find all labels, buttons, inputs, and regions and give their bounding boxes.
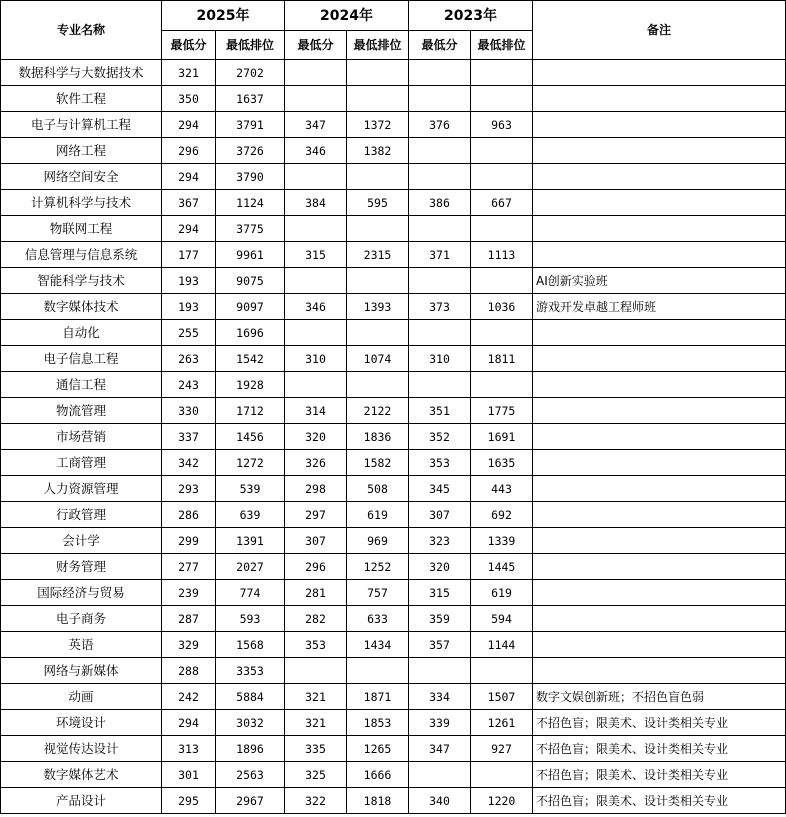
note-cell — [533, 216, 786, 242]
table-row — [1, 580, 786, 606]
major-name-cell: 网络工程 — [1, 138, 162, 164]
min-score-2025-cell: 337 — [162, 424, 216, 450]
min-score-2024-cell — [285, 216, 347, 242]
min-rank-2025-cell: 2967 — [216, 788, 285, 814]
table-row — [1, 216, 786, 242]
major-name-cell: 数字媒体艺术 — [1, 762, 162, 788]
min-score-2025-cell: 293 — [162, 476, 216, 502]
min-score-2024-cell: 325 — [285, 762, 347, 788]
min-rank-2024-cell: 1252 — [347, 554, 409, 580]
table-row — [1, 268, 786, 294]
min-rank-2025-cell: 9961 — [216, 242, 285, 268]
min-score-2024-cell: 315 — [285, 242, 347, 268]
min-rank-2023-cell — [471, 658, 533, 684]
min-rank-2025-cell: 3790 — [216, 164, 285, 190]
min-rank-2023-cell — [471, 60, 533, 86]
year-2024-header: 2024年 — [285, 1, 409, 31]
min-score-2025-cell: 288 — [162, 658, 216, 684]
table-row — [1, 138, 786, 164]
min-rank-2025-cell: 3791 — [216, 112, 285, 138]
min-score-2025-cell: 286 — [162, 502, 216, 528]
min-rank-2023-cell — [471, 268, 533, 294]
min-rank-2025-cell: 1272 — [216, 450, 285, 476]
min-rank-2024-cell — [347, 60, 409, 86]
major-name-cell: 电子与计算机工程 — [1, 112, 162, 138]
min-rank-2025-cell: 1124 — [216, 190, 285, 216]
min-rank-2025-cell: 3775 — [216, 216, 285, 242]
min-score-2024-cell: 281 — [285, 580, 347, 606]
major-name-cell: 网络空间安全 — [1, 164, 162, 190]
note-cell — [533, 112, 786, 138]
min-score-2024-cell: 321 — [285, 684, 347, 710]
min-score-2023-cell — [409, 60, 471, 86]
min-score-2023-cell — [409, 164, 471, 190]
note-cell: AI创新实验班 — [533, 268, 786, 294]
min-rank-2024-cell: 1818 — [347, 788, 409, 814]
min-rank-2025-cell: 5884 — [216, 684, 285, 710]
major-name-cell: 环境设计 — [1, 710, 162, 736]
table-row — [1, 112, 786, 138]
min-score-2024-cell — [285, 372, 347, 398]
min-score-2025-cell: 255 — [162, 320, 216, 346]
min-score-2023-cell: 353 — [409, 450, 471, 476]
year-2023-header: 2023年 — [409, 1, 533, 31]
min-score-2023-cell: 320 — [409, 554, 471, 580]
table-row — [1, 476, 786, 502]
major-name-cell: 计算机科学与技术 — [1, 190, 162, 216]
min-score-2025-cell: 329 — [162, 632, 216, 658]
note-cell — [533, 658, 786, 684]
min-score-2024-cell: 307 — [285, 528, 347, 554]
min-score-2024-cell — [285, 86, 347, 112]
min-rank-2024-cell: 633 — [347, 606, 409, 632]
major-name-cell: 视觉传达设计 — [1, 736, 162, 762]
min-rank-2025-cell: 2702 — [216, 60, 285, 86]
min-rank-2023-cell: 1113 — [471, 242, 533, 268]
min-rank-2025-cell: 9097 — [216, 294, 285, 320]
min-rank-2024-cell: 1265 — [347, 736, 409, 762]
note-cell: 不招色盲；限美术、设计类相关专业 — [533, 788, 786, 814]
min-rank-2025-cell: 593 — [216, 606, 285, 632]
min-rank-2023-cell: 1775 — [471, 398, 533, 424]
note-cell — [533, 242, 786, 268]
note-cell — [533, 86, 786, 112]
min-score-2023-cell: 345 — [409, 476, 471, 502]
min-rank-2025-cell: 1896 — [216, 736, 285, 762]
min-score-header-2025: 最低分 — [162, 31, 216, 60]
min-rank-2025-cell: 2563 — [216, 762, 285, 788]
major-name-cell: 自动化 — [1, 320, 162, 346]
major-name-cell: 会计学 — [1, 528, 162, 554]
min-rank-2023-cell: 963 — [471, 112, 533, 138]
major-name-cell: 财务管理 — [1, 554, 162, 580]
min-score-2023-cell: 334 — [409, 684, 471, 710]
min-rank-2025-cell: 774 — [216, 580, 285, 606]
min-rank-2023-cell: 1635 — [471, 450, 533, 476]
min-rank-2023-cell: 1261 — [471, 710, 533, 736]
major-name-cell: 智能科学与技术 — [1, 268, 162, 294]
min-score-header-2024: 最低分 — [285, 31, 347, 60]
min-score-2024-cell: 326 — [285, 450, 347, 476]
min-score-2023-cell: 323 — [409, 528, 471, 554]
min-rank-2024-cell: 1074 — [347, 346, 409, 372]
note-cell: 不招色盲；限美术、设计类相关专业 — [533, 736, 786, 762]
min-rank-2024-cell — [347, 268, 409, 294]
min-rank-2025-cell: 1637 — [216, 86, 285, 112]
note-cell — [533, 60, 786, 86]
table-row — [1, 86, 786, 112]
min-score-2025-cell: 342 — [162, 450, 216, 476]
note-cell — [533, 580, 786, 606]
min-score-2024-cell — [285, 658, 347, 684]
min-rank-2023-cell: 1220 — [471, 788, 533, 814]
min-rank-2024-cell: 1666 — [347, 762, 409, 788]
min-rank-2024-cell — [347, 164, 409, 190]
min-rank-2023-cell: 1445 — [471, 554, 533, 580]
min-score-2023-cell: 339 — [409, 710, 471, 736]
min-rank-2024-cell — [347, 372, 409, 398]
table-row — [1, 294, 786, 320]
table-row — [1, 528, 786, 554]
note-cell — [533, 372, 786, 398]
min-rank-2023-cell: 1144 — [471, 632, 533, 658]
min-rank-2023-cell: 927 — [471, 736, 533, 762]
min-score-2024-cell: 320 — [285, 424, 347, 450]
min-rank-2023-cell — [471, 372, 533, 398]
min-rank-2023-cell: 594 — [471, 606, 533, 632]
min-score-2023-cell — [409, 268, 471, 294]
min-score-2025-cell: 313 — [162, 736, 216, 762]
min-rank-2024-cell: 1393 — [347, 294, 409, 320]
note-cell — [533, 190, 786, 216]
major-name-cell: 电子商务 — [1, 606, 162, 632]
note-cell — [533, 450, 786, 476]
table-row — [1, 60, 786, 86]
min-score-2023-cell — [409, 320, 471, 346]
note-cell: 游戏开发卓越工程师班 — [533, 294, 786, 320]
major-name-cell: 英语 — [1, 632, 162, 658]
min-rank-2023-cell: 1339 — [471, 528, 533, 554]
table-row — [1, 346, 786, 372]
note-cell — [533, 138, 786, 164]
note-cell — [533, 164, 786, 190]
min-score-2025-cell: 321 — [162, 60, 216, 86]
min-rank-2025-cell: 3726 — [216, 138, 285, 164]
min-score-2023-cell — [409, 658, 471, 684]
table-row — [1, 606, 786, 632]
note-cell: 不招色盲；限美术、设计类相关专业 — [533, 762, 786, 788]
min-score-2024-cell: 310 — [285, 346, 347, 372]
table-row — [1, 164, 786, 190]
min-rank-2025-cell: 9075 — [216, 268, 285, 294]
min-rank-2025-cell: 1568 — [216, 632, 285, 658]
min-rank-2024-cell — [347, 216, 409, 242]
min-score-2024-cell — [285, 268, 347, 294]
min-score-2025-cell: 294 — [162, 710, 216, 736]
min-score-2023-cell: 373 — [409, 294, 471, 320]
min-score-2023-cell — [409, 86, 471, 112]
min-rank-2023-cell: 443 — [471, 476, 533, 502]
major-name-cell: 信息管理与信息系统 — [1, 242, 162, 268]
min-score-2023-cell: 347 — [409, 736, 471, 762]
min-rank-2023-cell: 1507 — [471, 684, 533, 710]
min-score-2023-cell: 352 — [409, 424, 471, 450]
major-name-cell: 工商管理 — [1, 450, 162, 476]
min-score-2025-cell: 193 — [162, 268, 216, 294]
table-row — [1, 190, 786, 216]
min-rank-2023-cell — [471, 86, 533, 112]
note-cell — [533, 424, 786, 450]
min-score-2024-cell — [285, 320, 347, 346]
min-rank-2023-cell — [471, 164, 533, 190]
table-row — [1, 372, 786, 398]
major-name-cell: 产品设计 — [1, 788, 162, 814]
table-row — [1, 242, 786, 268]
note-cell — [533, 398, 786, 424]
min-score-2025-cell: 294 — [162, 164, 216, 190]
min-score-2025-cell: 367 — [162, 190, 216, 216]
table-row — [1, 762, 786, 788]
major-name-cell: 通信工程 — [1, 372, 162, 398]
min-rank-2023-cell: 1691 — [471, 424, 533, 450]
min-rank-2025-cell: 1928 — [216, 372, 285, 398]
min-rank-2025-cell: 3353 — [216, 658, 285, 684]
min-rank-2025-cell: 2027 — [216, 554, 285, 580]
major-name-cell: 国际经济与贸易 — [1, 580, 162, 606]
min-score-2025-cell: 239 — [162, 580, 216, 606]
min-rank-2024-cell — [347, 658, 409, 684]
major-name-cell: 网络与新媒体 — [1, 658, 162, 684]
min-score-2025-cell: 287 — [162, 606, 216, 632]
major-name-cell: 物联网工程 — [1, 216, 162, 242]
table-row — [1, 736, 786, 762]
min-score-2025-cell: 177 — [162, 242, 216, 268]
min-rank-2025-cell: 1391 — [216, 528, 285, 554]
min-score-2024-cell: 353 — [285, 632, 347, 658]
min-score-2025-cell: 330 — [162, 398, 216, 424]
min-rank-2023-cell: 1811 — [471, 346, 533, 372]
min-score-2024-cell: 321 — [285, 710, 347, 736]
note-cell — [533, 502, 786, 528]
min-rank-2025-cell: 1712 — [216, 398, 285, 424]
table-row — [1, 710, 786, 736]
note-cell: 数字文娱创新班；不招色盲色弱 — [533, 684, 786, 710]
table-row — [1, 658, 786, 684]
note-cell — [533, 320, 786, 346]
min-score-2024-cell: 335 — [285, 736, 347, 762]
major-name-cell: 行政管理 — [1, 502, 162, 528]
min-rank-2024-cell — [347, 320, 409, 346]
note-cell — [533, 632, 786, 658]
min-score-2023-cell: 359 — [409, 606, 471, 632]
note-cell: 不招色盲；限美术、设计类相关专业 — [533, 710, 786, 736]
min-score-2024-cell: 282 — [285, 606, 347, 632]
min-score-2023-cell: 307 — [409, 502, 471, 528]
min-score-header-2023: 最低分 — [409, 31, 471, 60]
min-score-2025-cell: 243 — [162, 372, 216, 398]
min-rank-header-2023: 最低排位 — [471, 31, 533, 60]
min-rank-2024-cell: 2315 — [347, 242, 409, 268]
min-score-2023-cell: 357 — [409, 632, 471, 658]
min-score-2024-cell: 346 — [285, 294, 347, 320]
min-score-2024-cell — [285, 60, 347, 86]
min-score-2023-cell: 371 — [409, 242, 471, 268]
min-score-2023-cell — [409, 138, 471, 164]
min-score-2024-cell: 297 — [285, 502, 347, 528]
min-score-2025-cell: 263 — [162, 346, 216, 372]
table-row — [1, 320, 786, 346]
min-score-2023-cell: 315 — [409, 580, 471, 606]
min-rank-header-2024: 最低排位 — [347, 31, 409, 60]
major-name-header: 专业名称 — [1, 1, 162, 60]
min-score-2024-cell: 322 — [285, 788, 347, 814]
min-rank-2025-cell: 539 — [216, 476, 285, 502]
min-score-2025-cell: 295 — [162, 788, 216, 814]
min-rank-2023-cell: 692 — [471, 502, 533, 528]
min-score-2023-cell: 310 — [409, 346, 471, 372]
min-score-2023-cell — [409, 372, 471, 398]
min-score-2024-cell: 314 — [285, 398, 347, 424]
note-cell — [533, 554, 786, 580]
min-rank-2024-cell: 1853 — [347, 710, 409, 736]
min-rank-2024-cell: 595 — [347, 190, 409, 216]
min-score-2025-cell: 301 — [162, 762, 216, 788]
min-score-2025-cell: 193 — [162, 294, 216, 320]
min-rank-2023-cell: 1036 — [471, 294, 533, 320]
min-score-2025-cell: 294 — [162, 112, 216, 138]
min-rank-2024-cell: 1836 — [347, 424, 409, 450]
min-rank-2023-cell — [471, 138, 533, 164]
min-score-2025-cell: 277 — [162, 554, 216, 580]
min-score-2025-cell: 296 — [162, 138, 216, 164]
major-name-cell: 人力资源管理 — [1, 476, 162, 502]
major-name-cell: 动画 — [1, 684, 162, 710]
min-score-2023-cell — [409, 762, 471, 788]
min-rank-2023-cell: 619 — [471, 580, 533, 606]
min-rank-2023-cell: 667 — [471, 190, 533, 216]
min-rank-2024-cell: 1871 — [347, 684, 409, 710]
min-rank-2025-cell: 639 — [216, 502, 285, 528]
min-rank-2024-cell — [347, 86, 409, 112]
year-2025-header: 2025年 — [162, 1, 285, 31]
note-cell — [533, 606, 786, 632]
min-rank-2024-cell: 508 — [347, 476, 409, 502]
min-rank-2024-cell: 969 — [347, 528, 409, 554]
note-cell — [533, 346, 786, 372]
min-score-2024-cell: 298 — [285, 476, 347, 502]
major-name-cell: 数字媒体技术 — [1, 294, 162, 320]
table-row — [1, 424, 786, 450]
min-rank-2023-cell — [471, 320, 533, 346]
min-score-2025-cell: 350 — [162, 86, 216, 112]
min-score-2023-cell — [409, 216, 471, 242]
table-row — [1, 788, 786, 814]
table-row — [1, 632, 786, 658]
major-name-cell: 物流管理 — [1, 398, 162, 424]
note-header: 备注 — [533, 1, 786, 60]
min-rank-2024-cell: 1372 — [347, 112, 409, 138]
min-rank-2025-cell: 3032 — [216, 710, 285, 736]
table-row — [1, 502, 786, 528]
min-score-2024-cell: 347 — [285, 112, 347, 138]
min-score-2023-cell: 376 — [409, 112, 471, 138]
min-score-2023-cell: 386 — [409, 190, 471, 216]
min-rank-2024-cell: 1434 — [347, 632, 409, 658]
min-score-2025-cell: 299 — [162, 528, 216, 554]
major-name-cell: 数据科学与大数据技术 — [1, 60, 162, 86]
min-score-2024-cell: 346 — [285, 138, 347, 164]
min-score-2025-cell: 242 — [162, 684, 216, 710]
min-rank-2023-cell — [471, 762, 533, 788]
min-rank-2023-cell — [471, 216, 533, 242]
min-score-2024-cell: 384 — [285, 190, 347, 216]
min-rank-2025-cell: 1696 — [216, 320, 285, 346]
min-rank-2025-cell: 1542 — [216, 346, 285, 372]
min-score-2024-cell: 296 — [285, 554, 347, 580]
table-body — [1, 60, 786, 814]
table-row — [1, 684, 786, 710]
min-score-2024-cell — [285, 164, 347, 190]
table-row — [1, 450, 786, 476]
min-rank-2024-cell: 2122 — [347, 398, 409, 424]
min-score-2025-cell: 294 — [162, 216, 216, 242]
major-name-cell: 市场营销 — [1, 424, 162, 450]
min-rank-2024-cell: 619 — [347, 502, 409, 528]
min-rank-2024-cell: 757 — [347, 580, 409, 606]
note-cell — [533, 528, 786, 554]
min-rank-header-2025: 最低排位 — [216, 31, 285, 60]
min-rank-2024-cell: 1382 — [347, 138, 409, 164]
major-name-cell: 软件工程 — [1, 86, 162, 112]
major-name-cell: 电子信息工程 — [1, 346, 162, 372]
min-score-2023-cell: 351 — [409, 398, 471, 424]
min-score-2023-cell: 340 — [409, 788, 471, 814]
min-rank-2024-cell: 1582 — [347, 450, 409, 476]
min-rank-2025-cell: 1456 — [216, 424, 285, 450]
note-cell — [533, 476, 786, 502]
table-row — [1, 398, 786, 424]
table-row — [1, 554, 786, 580]
